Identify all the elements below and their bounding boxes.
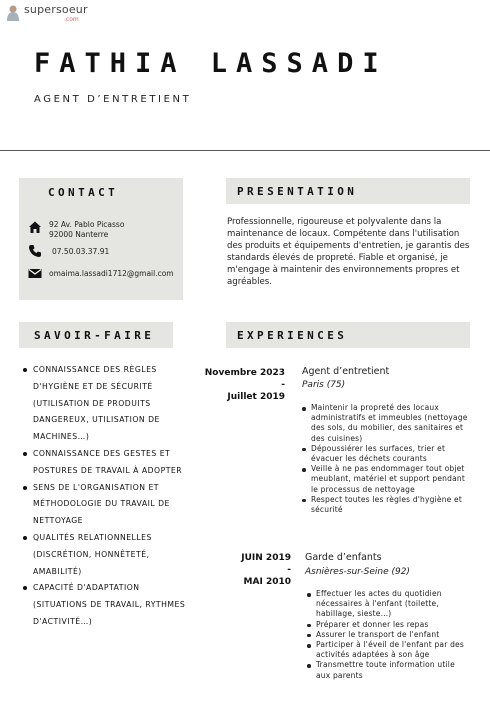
experience-2-dates	[241, 552, 291, 588]
skills-list	[22, 362, 192, 631]
experience-1-dates	[205, 367, 285, 403]
experience-1-date-start: Novembre 2023	[204, 368, 285, 378]
experience-2-title: Garde d’enfants	[305, 552, 382, 563]
brand-logo-icon	[4, 4, 22, 22]
list-item: Participer à l'éveil de l'enfant par des activités adaptées à son âge	[306, 640, 471, 660]
savoir-faire-heading: SAVOIR-FAIRE	[34, 329, 155, 342]
experience-1-date-end: Juillet 2019	[227, 392, 285, 402]
candidate-name: FATHIA LASSADI	[34, 48, 388, 79]
experience-2-tasks	[306, 589, 471, 681]
experience-2-date-end: MAI 2010	[243, 577, 291, 587]
list-item: Maintenir la propreté des locaux administratifs et immeubles (nettoyage des sols, du mobilier, des sanitaires et des cuisines)	[301, 403, 471, 444]
list-item: CAPACITÉ D'ADAPTATION (SITUATIONS DE TRAVAIL, RYTHMES D'ACTIVITÉ…)	[22, 580, 192, 630]
experience-2-date-start: JUIN 2019	[241, 553, 291, 563]
contact-phone	[28, 244, 109, 258]
list-item: Dépoussiérer les surfaces, trier et évacuer les déchets courants	[301, 444, 471, 464]
phone-number[interactable]: 07.50.03.37.91	[52, 247, 110, 256]
home-icon	[28, 220, 42, 234]
list-item: Effectuer les actes du quotidien nécessaires à l'enfant (toilette, habillage, sieste…)	[306, 589, 471, 620]
presentation-text: Professionnelle, rigoureuse et polyvalente dans la maintenance de locaux. Compétente dans l'utilisation des produits et équipements d'entretien, je garantis des standards élevés de propreté. Fiable et organisé, je m'engage à maintenir des environnements propres et agréables.	[227, 217, 470, 287]
list-item: Assurer le transport de l'enfant	[306, 630, 471, 640]
list-item: CONNAISSANCE DES GESTES ET POSTURES DE TRAVAIL À ADOPTER	[22, 446, 192, 480]
experience-1-tasks	[301, 403, 471, 515]
list-item: Préparer et donner les repas	[306, 620, 471, 630]
email-icon	[28, 266, 42, 280]
list-item: Veille à ne pas endommager tout objet meublant, matériel et support pendant le processus de nettoyage	[301, 464, 471, 495]
contact-heading: CONTACT	[48, 186, 119, 199]
phone-icon	[28, 244, 42, 258]
address-line-1: 92 Av. Pablo Picasso	[49, 220, 125, 229]
experience-1-date-separator: -	[281, 380, 285, 390]
list-item: Respect toutes les règles d'hygiène et sécurité	[301, 495, 471, 515]
job-title: AGENT D’ENTRETIENT	[34, 94, 192, 105]
experiences-heading: EXPERIENCES	[237, 329, 348, 342]
experience-2-location: Asnières-sur-Seine (92)	[305, 567, 410, 577]
experience-1-title: Agent d’entretient	[302, 366, 390, 377]
experience-2-date-separator: -	[287, 565, 291, 575]
address-line-2: 92000 Nanterre	[49, 230, 109, 239]
brand-name: supersoeur	[24, 3, 88, 16]
contact-email	[28, 266, 174, 280]
list-item: CONNAISSANCE DES RÈGLES D'HYGIÈNE ET DE SÉCURITÉ (UTILISATION DE PRODUITS DANGEREUX, UTILISATION DE MACHINES…)	[22, 362, 192, 446]
list-item: SENS DE L'ORGANISATION ET MÉTHODOLOGIE DU TRAVAIL DE NETTOYAGE	[22, 480, 192, 530]
brand-domain: .com	[64, 16, 79, 23]
list-item: Transmettre toute information utile aux parents	[306, 660, 471, 680]
list-item: QUALITÉS RELATIONNELLES (DISCRÉTION, HONNÊTETÉ, AMABILITÉ)	[22, 530, 192, 580]
contact-address	[28, 220, 124, 240]
header-divider	[0, 150, 490, 151]
experience-1-location: Paris (75)	[302, 380, 346, 390]
presentation-heading: PRESENTATION	[237, 185, 358, 198]
email-address[interactable]: omaima.lassadi1712@gmail.com	[49, 269, 174, 278]
